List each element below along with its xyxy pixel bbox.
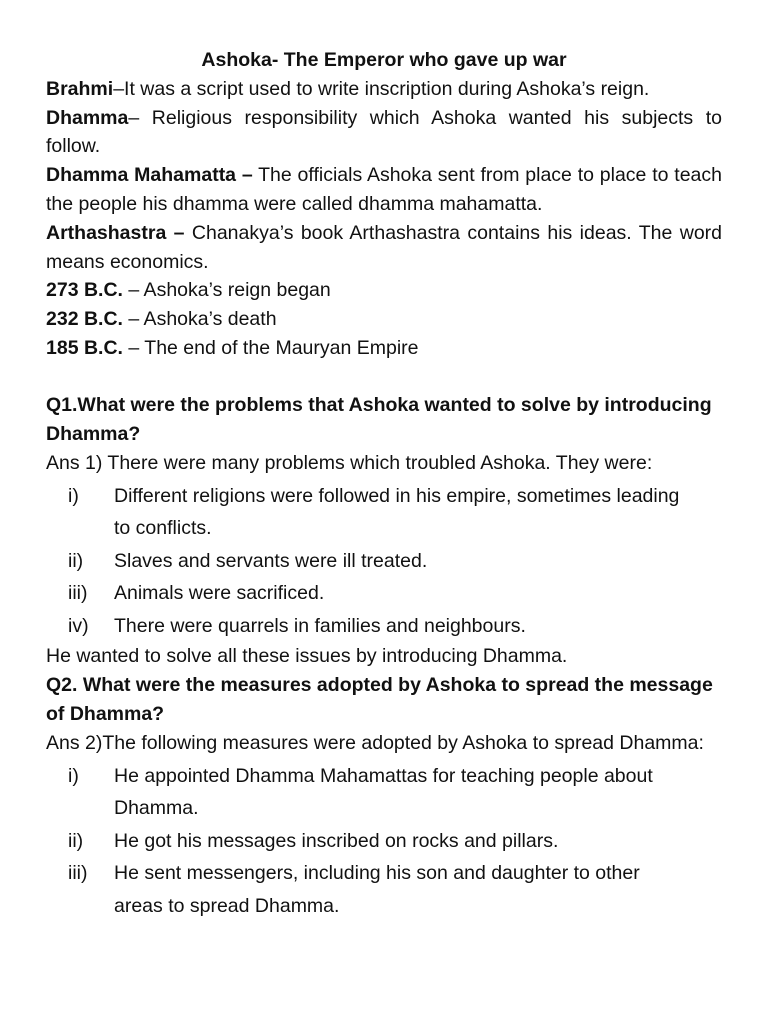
list-item-number: iii) [68, 862, 88, 885]
list-item-text: He appointed Dhamma Mahamattas for teaching people about Dhamma. [114, 764, 653, 820]
answer-2-intro: Ans 2)The following measures were adopted by Ashoka to spread Dhamma: [46, 731, 704, 754]
list-item-text: There were quarrels in families and neighbours. [114, 614, 526, 637]
list-item-number: i) [68, 764, 79, 787]
question-2-section [46, 671, 722, 922]
definition-dhamma [46, 104, 722, 162]
definition-text: The officials Ashoka sent from place to place to teach the people his dhamma were called dhamma mahamatta. [46, 164, 722, 215]
definition-text: –It was a script used to write inscription during Ashoka’s reign. [113, 77, 650, 100]
list-item-text: He got his messages inscribed on rocks and pillars. [114, 829, 559, 852]
date-ashoka-death [46, 305, 722, 334]
spacer [46, 363, 722, 391]
list-item [46, 480, 722, 545]
document-title: Ashoka- The Emperor who gave up war [201, 49, 567, 71]
definition-term: Arthashastra – [46, 221, 185, 244]
list-item [46, 610, 722, 643]
date-term: 185 B.C. [46, 336, 123, 359]
answer-2-list [46, 760, 722, 923]
definition-dhamma-mahamatta [46, 161, 722, 219]
definition-term: Dhamma Mahamatta – [46, 164, 253, 187]
list-item-number: iv) [68, 614, 89, 637]
list-item [46, 545, 722, 578]
list-item-text: Animals were sacrificed. [114, 582, 325, 605]
date-text: – Ashoka’s reign began [122, 279, 331, 302]
list-item [46, 760, 722, 825]
definition-text: Chanakya’s book Arthashastra contains his ideas. The word means economics. [46, 221, 723, 273]
date-reign-began [46, 276, 722, 305]
list-item [46, 825, 722, 858]
definitions-section [46, 75, 722, 363]
definition-term: Brahmi [46, 77, 114, 100]
answer-1-conclusion: He wanted to solve all these issues by introducing Dhamma. [46, 645, 568, 668]
definition-arthashastra [46, 219, 722, 277]
definition-text: – Religious responsibility which Ashoka wanted his subjects to follow. [46, 106, 722, 158]
date-term: 273 B.C. [46, 279, 123, 302]
question-2: Q2. What were the measures adopted by Ashoka to spread the message of Dhamma? [46, 673, 713, 725]
date-text: – Ashoka’s death [122, 308, 277, 331]
question-1-section [46, 391, 722, 671]
answer-1-intro: Ans 1) There were many problems which troubled Ashoka. They were: [46, 451, 653, 474]
list-item-number: iii) [68, 582, 88, 605]
document-page [46, 46, 722, 922]
date-mauryan-end [46, 334, 722, 363]
list-item-text: Different religions were followed in his empire, sometimes leading to conflicts. [114, 484, 680, 540]
definition-term: Dhamma [46, 106, 129, 129]
list-item-number: i) [68, 484, 79, 507]
date-term: 232 B.C. [46, 308, 123, 331]
list-item-text: He sent messengers, including his son and daughter to other areas to spread Dhamma. [114, 862, 640, 917]
list-item [46, 857, 722, 922]
answer-1-list [46, 480, 722, 643]
date-text: – The end of the Mauryan Empire [122, 336, 419, 359]
list-item-number: ii) [68, 549, 84, 572]
list-item [46, 577, 722, 610]
question-1: Q1.What were the problems that Ashoka wanted to solve by introducing Dhamma? [46, 393, 712, 445]
definition-brahmi [46, 75, 722, 104]
list-item-text: Slaves and servants were ill treated. [114, 549, 428, 572]
list-item-number: ii) [68, 829, 84, 852]
